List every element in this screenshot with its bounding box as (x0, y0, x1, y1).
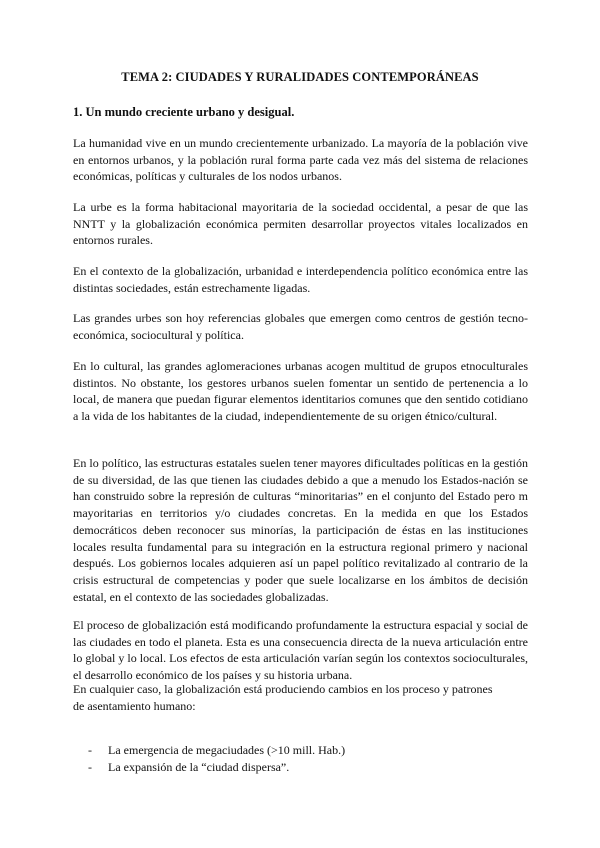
bullet-list (88, 742, 345, 776)
list-item-text: La emergencia de megaciudades (>10 mill. Hab.) (108, 743, 346, 757)
document-title: TEMA 2: CIUDADES Y RURALIDADES CONTEMPORÁNEAS (121, 70, 479, 84)
paragraph-6: En lo político, las estructuras estatales suelen tener mayores dificultades políticas en la gestión de su diversidad, de las que tienen las ciudades debido a que a menudo los Estados-nación se han construido sobre la represión de culturas “minoritarias” en el conjunto del Estado pero m mayoritarias en territorios y/o ciudades concretas. En la medida en que los Estados democráticos deben reconocer sus minorías, la participación de éstas en las instituciones locales resulta fundamental para su integración en la estructura regional primero y nacional después. Los gobiernos locales adquieren así un papel político revitalizado al contrario de la crisis estructural de competencias y poder que suele localizarse en los ámbitos de decisión estatal, en el contexto de las sociedades globalizadas. (73, 456, 528, 604)
bullet-dash: - (88, 743, 92, 757)
paragraph-5: En lo cultural, las grandes aglomeraciones urbanas acogen multitud de grupos etnoculturales distintos. No obstante, los gestores urbanos suelen fomentar un sentido de pertenencia a lo local, de manera que puedan figurar elementos identitarios comunes que den sentido cotidiano a la vida de los habitantes de la ciudad, independientemente de su origen étnico/cultural. (73, 359, 528, 424)
paragraph-4: Las grandes urbes son hoy referencias globales que emergen como centros de gestión tecno-económica, sociocultural y política. (73, 311, 528, 342)
list-item-text: La expansión de la “ciudad dispersa”. (108, 760, 290, 774)
list-item (88, 759, 345, 776)
list-item (88, 742, 345, 759)
section-heading: 1. Un mundo creciente urbano y desigual. (73, 105, 295, 119)
paragraph-3: En el contexto de la globalización, urbanidad e interdependencia político económica entre las distintas sociedades, están estrechamente ligadas. (73, 264, 528, 295)
paragraph-8: En cualquier caso, la globalización está produciendo cambios en los proceso y patrones de asentamiento humano: (73, 682, 493, 713)
paragraph-7: El proceso de globalización está modificando profundamente la estructura espacial y social de las ciudades en todo el planeta. Esta es una consecuencia directa de la nueva articulación entre lo global y lo local. Los efectos de esta articulación varían según los contextos socioculturales, el desarrollo económico de los países y su historia urbana. (73, 618, 528, 683)
paragraph-2: La urbe es la forma habitacional mayoritaria de la sociedad occidental, a pesar de que las NNTT y la globalización económica permiten desarrollar proyectos vitales localizados en entornos rurales. (73, 200, 528, 248)
bullet-dash: - (88, 760, 92, 774)
paragraph-1: La humanidad vive en un mundo crecientemente urbanizado. La mayoría de la población vive en entornos urbanos, y la población rural forma parte cada vez más del sistema de relaciones económicas, políticas y culturales de los nodos urbanos. (73, 136, 528, 184)
